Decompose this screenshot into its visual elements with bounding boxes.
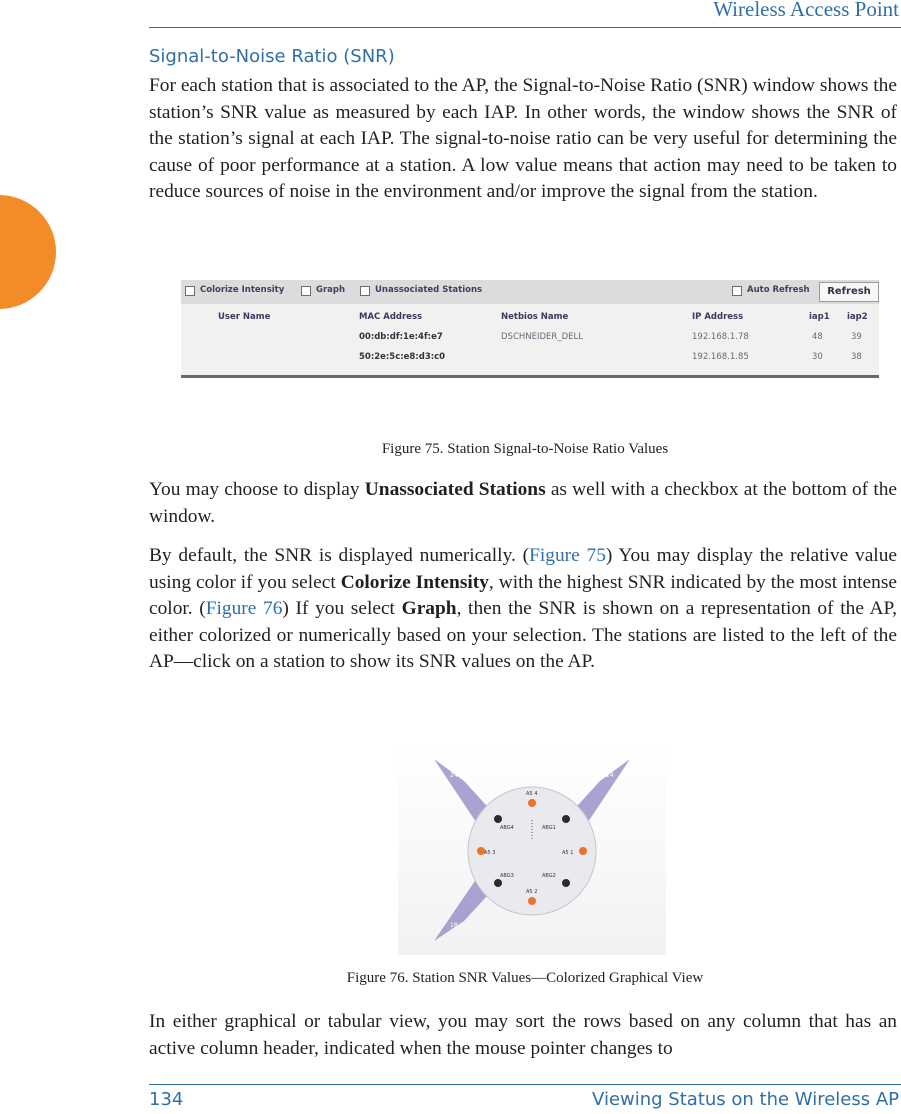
refresh-button[interactable]: Refresh — [819, 282, 879, 302]
display-options-paragraph: By default, the SNR is displayed numerically. (Figure 75) You may display the relative value using color if you select Colorize Intensity, with the highest SNR indicated by the most intense color. (Figure 76) If you select Graph, then the SNR is shown on a representation of the AP, either colorized or numerically based on your selection. The stations are listed to the left of the AP—click on a station to show its SNR values on the AP. — [149, 545, 898, 672]
snr-toolbar — [181, 280, 879, 304]
radio-dot-bottom — [528, 897, 536, 905]
table-row-ip: 192.168.1.85 — [692, 352, 749, 362]
table-row-iap2: 39 — [851, 332, 862, 342]
table-row-netbios: DSCHNEIDER_DELL — [501, 332, 583, 342]
column-header-mac-address[interactable]: MAC Address — [359, 312, 423, 322]
table-row-iap2: 38 — [851, 352, 862, 362]
running-header-title: Wireless Access Point — [713, 0, 899, 21]
figure-75-caption: Figure 75. Station Signal-to-Noise Ratio Values — [381, 441, 669, 457]
sorting-paragraph: In either graphical or tabular view, you may sort the rows based on any column that has an active column header, indicated when the mouse pointer changes to — [149, 1011, 897, 1059]
table-row-ip: 192.168.1.78 — [692, 332, 749, 342]
figure-76-caption: Figure 76. Station SNR Values—Colorized Graphical View — [346, 970, 704, 986]
radio-dot-lower-left — [494, 879, 502, 887]
table-row-iap1: 30 — [812, 352, 823, 362]
column-header-iap1[interactable]: iap1 — [809, 312, 830, 322]
column-header-ip-address[interactable]: IP Address — [692, 312, 744, 322]
table-row-iap1: 48 — [812, 332, 823, 342]
header-rule — [149, 27, 901, 28]
page-number: 134 — [149, 1089, 184, 1110]
snr-graphical-view — [398, 745, 666, 955]
radio-dot-top — [528, 799, 536, 807]
beam-value-top-right: 24 — [606, 772, 614, 779]
radio-label-upper-left: ABG4 — [500, 825, 514, 831]
beam-value-bottom-left: 18 — [450, 922, 458, 929]
radio-label-upper-right: ABG1 — [542, 825, 556, 831]
colorize-intensity-label: Colorize Intensity — [200, 285, 285, 295]
graph-checkbox[interactable] — [301, 286, 311, 296]
intro-paragraph: For each station that is associated to the AP, the Signal-to-Noise Ratio (SNR) window shows the station’s SNR value as measured by each IAP. In other words, the window shows the SNR of the station’s signal at each IAP. The signal-to-noise ratio can be very useful for determining the cause of poor performance at a station. A low value means that action may need to be taken to reduce sources of noise in the environment and/or improve the signal from the station. — [149, 75, 897, 202]
unassociated-stations-label: Unassociated Stations — [375, 285, 483, 295]
radio-dot-upper-right — [562, 815, 570, 823]
iap-label-top: A5 4 — [526, 791, 538, 797]
iap-label-bottom: A5 2 — [526, 889, 538, 895]
graph-label: Graph — [316, 285, 346, 295]
iap-label-left: A5 3 — [484, 850, 496, 856]
column-header-iap2[interactable]: iap2 — [847, 312, 868, 322]
column-header-user-name[interactable]: User Name — [218, 312, 271, 322]
radio-dot-upper-left — [494, 815, 502, 823]
auto-refresh-label: Auto Refresh — [747, 285, 810, 295]
auto-refresh-checkbox[interactable] — [732, 286, 742, 296]
unassociated-paragraph: You may choose to display Unassociated Stations as well with a checkbox at the bottom of the window. — [149, 479, 898, 527]
unassociated-stations-checkbox[interactable] — [360, 286, 370, 296]
footer-rule — [149, 1084, 901, 1085]
figure-76-link[interactable]: Figure 76 — [205, 598, 283, 619]
radio-label-lower-right: ABG2 — [542, 873, 556, 879]
beam-value-top-left: 24 — [450, 772, 458, 779]
radio-dot-right — [579, 847, 587, 855]
table-row-mac: 50:2e:5c:e8:d3:c0 — [359, 352, 446, 362]
table-row-mac: 00:db:df:1e:4f:e7 — [359, 332, 443, 342]
radio-label-lower-left: ABG3 — [500, 873, 514, 879]
section-heading: Signal-to-Noise Ratio (SNR) — [149, 46, 395, 67]
chapter-tab-marker — [0, 195, 56, 309]
figure-75-link[interactable]: Figure 75 — [529, 545, 606, 566]
footer-section-title: Viewing Status on the Wireless AP — [592, 1089, 899, 1110]
iap-label-right: A5 1 — [562, 850, 574, 856]
snr-table-window — [181, 280, 879, 378]
colorize-intensity-checkbox[interactable] — [185, 286, 195, 296]
column-header-netbios-name[interactable]: Netbios Name — [501, 312, 569, 322]
radio-dot-lower-right — [562, 879, 570, 887]
